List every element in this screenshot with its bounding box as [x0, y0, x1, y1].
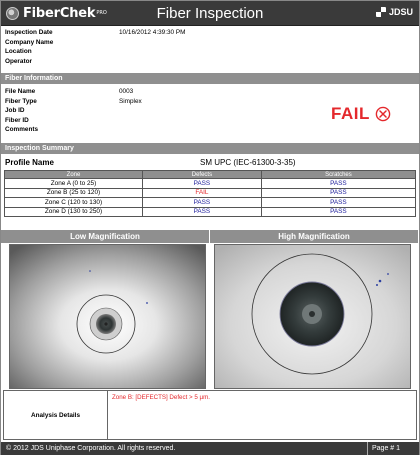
- vendor-logo: [376, 7, 413, 17]
- profile-name-value: SM UPC (IEC-61300-3-35): [200, 157, 296, 167]
- job-id-label: Job ID: [5, 107, 25, 114]
- defects-cell: PASS: [143, 179, 262, 189]
- table-row: [5, 207, 416, 217]
- table-row: [5, 188, 416, 198]
- high-magnification-image: [214, 244, 411, 389]
- table-row: [5, 198, 416, 208]
- inspection-date-label: Inspection Date: [5, 29, 53, 36]
- col-defects: Defects: [143, 171, 262, 179]
- fiber-info-header: Fiber Information: [1, 73, 419, 84]
- fiber-type-label: Fiber Type: [5, 97, 37, 105]
- report-title: Fiber Inspection: [156, 4, 264, 22]
- zone-results-table: [4, 170, 416, 217]
- defects-cell: PASS: [143, 198, 262, 208]
- inspection-summary-header: Inspection Summary: [1, 143, 419, 154]
- header-bar: [1, 1, 419, 26]
- col-scratches: Scratches: [261, 171, 415, 179]
- comments-label: Comments: [5, 126, 39, 133]
- col-zone: Zone: [5, 171, 143, 179]
- zone-cell: Zone B (25 to 120): [5, 188, 143, 198]
- inspection-info: [5, 28, 185, 66]
- scratches-cell: PASS: [261, 188, 415, 198]
- file-name-value: 0003: [119, 88, 134, 95]
- scratches-cell: PASS: [261, 207, 415, 217]
- profile-row: [5, 156, 419, 168]
- operator-label: Operator: [5, 57, 32, 65]
- zone-cell: Zone A (0 to 25): [5, 179, 143, 189]
- location-label: Location: [5, 48, 32, 55]
- low-magnification-image: [9, 244, 206, 389]
- defects-cell: PASS: [143, 207, 262, 217]
- high-magnification-label: High Magnification: [210, 230, 419, 243]
- fiber-info: [5, 87, 142, 135]
- jdsu-logo-icon: [376, 7, 386, 17]
- vendor-name: JDSU: [388, 7, 413, 17]
- fiber-type-value: Simplex: [119, 97, 142, 105]
- footer-bar: [1, 442, 419, 455]
- profile-name-label: Profile Name: [5, 157, 54, 167]
- brand-name: FiberChek: [23, 5, 96, 21]
- scratches-cell: PASS: [261, 198, 415, 208]
- copyright-text: © 2012 JDS Uniphase Corporation. All rights reserved.: [6, 445, 176, 452]
- scratches-cell: PASS: [261, 179, 415, 189]
- zone-cell: Zone C (120 to 130): [5, 198, 143, 208]
- result-status: FAIL: [331, 104, 370, 123]
- magnification-headers: [1, 230, 419, 243]
- defects-cell: FAIL: [143, 188, 262, 198]
- company-name-label: Company Name: [5, 38, 54, 46]
- low-magnification-label: Low Magnification: [1, 230, 210, 243]
- analysis-details-label: Analysis Details: [4, 391, 108, 439]
- file-name-label: File Name: [5, 88, 36, 95]
- brand-tm: PRO: [96, 10, 107, 16]
- table-row: [5, 179, 416, 189]
- page-number: Page # 1: [367, 442, 419, 455]
- result-indicator: [331, 104, 391, 124]
- analysis-details: [3, 390, 417, 440]
- analysis-details-text: Zone B: [DEFECTS] Defect > 5 µm.: [112, 394, 210, 401]
- fail-x-icon: [375, 106, 391, 122]
- fiber-id-label: Fiber ID: [5, 116, 29, 124]
- zone-cell: Zone D (130 to 250): [5, 207, 143, 217]
- inspection-date-value: 10/16/2012 4:39:30 PM: [119, 29, 186, 36]
